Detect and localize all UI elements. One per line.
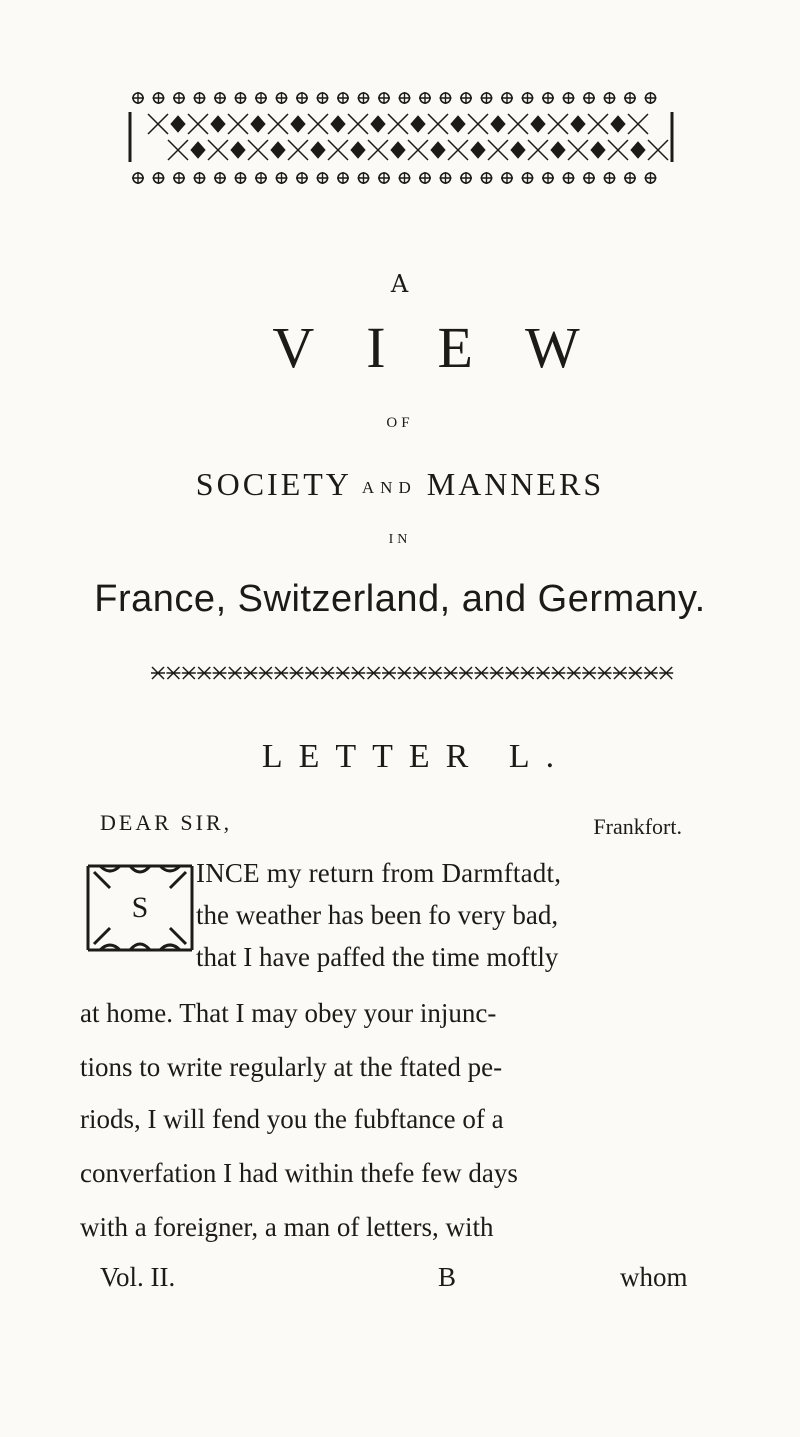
countries-line: France, Switzerland, and Germany. bbox=[94, 578, 706, 620]
article-a: A bbox=[390, 270, 410, 298]
subject-line bbox=[0, 466, 800, 503]
subject-manners: MANNERS bbox=[426, 466, 605, 502]
row-of-stars-divider bbox=[150, 660, 678, 686]
ornament-pattern bbox=[128, 88, 674, 188]
place-name: Frankfort. bbox=[593, 814, 682, 839]
stars-divider-svg bbox=[150, 660, 678, 686]
text-line-7: converfation I had within thefe few days bbox=[80, 1158, 518, 1188]
main-title: VIEW bbox=[272, 315, 632, 380]
drop-cap bbox=[80, 858, 200, 958]
text-line-5: tions to write regularly at the ftated pe- bbox=[80, 1052, 503, 1082]
head-ornament-band bbox=[128, 88, 674, 188]
volume-label: Vol. II. bbox=[100, 1262, 176, 1292]
letter-heading: LETTER L. bbox=[261, 738, 571, 775]
of-word: OF bbox=[386, 415, 414, 431]
text-line-4: at home. That I may obey your injunc- bbox=[80, 998, 497, 1028]
catchword: whom bbox=[620, 1262, 688, 1292]
signature-mark: B bbox=[438, 1262, 457, 1292]
text-line-2: the weather has been fo very bad, bbox=[196, 900, 559, 930]
in-word: IN bbox=[388, 532, 412, 547]
text-line-1: INCE my return from Darmftadt, bbox=[196, 858, 562, 888]
text-line-3: that I have paffed the time moftly bbox=[196, 942, 559, 972]
subject-and: AND bbox=[361, 477, 417, 497]
text-line-6: riods, I will fend you the fubftance of a bbox=[80, 1104, 504, 1134]
text-line-8: with a foreigner, a man of letters, with bbox=[80, 1212, 494, 1242]
drop-cap-letter: S bbox=[131, 891, 149, 924]
salutation: DEAR SIR, bbox=[100, 810, 233, 835]
subject-society: SOCIETY bbox=[195, 466, 352, 502]
